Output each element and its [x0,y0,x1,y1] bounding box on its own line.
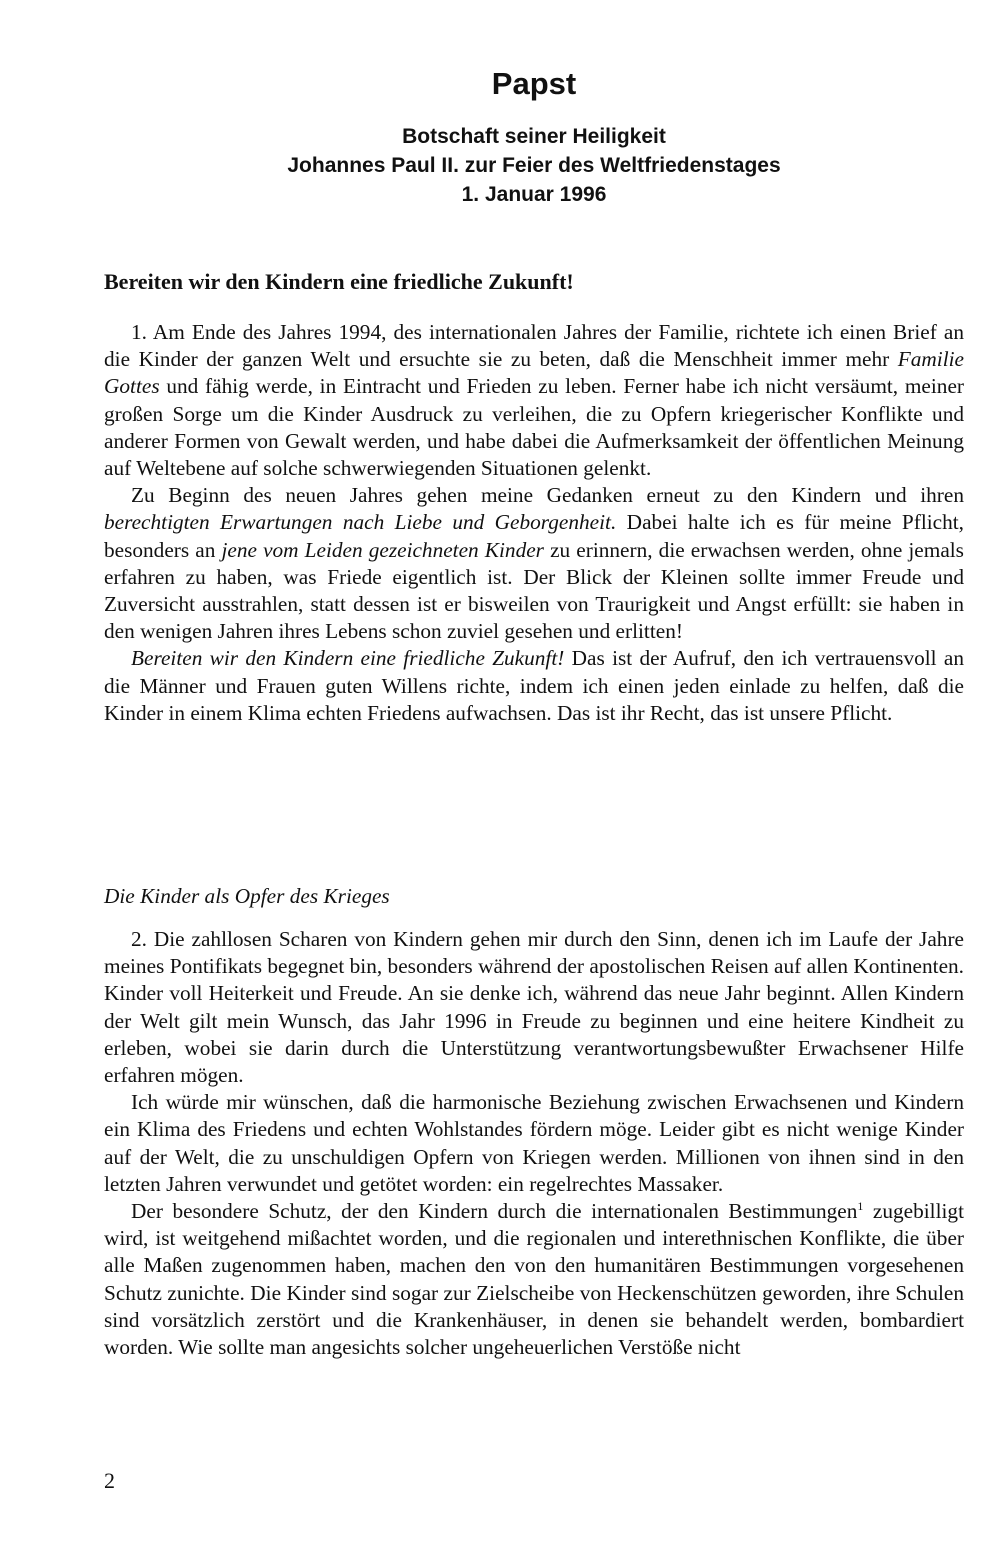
paragraph: 1. Am Ende des Jahres 1994, des internationalen Jahres der Familie, richtete ich einen Brief an die Kinder der ganzen Welt und ersuchte sie zu beten, daß die Menschheit immer mehr Familie Gottes und fähig werde, in Eintracht und Frieden zu leben. Ferner habe ich nicht versäumt, meiner großen Sorge um die Kinder Ausdruck zu verleihen, die zu Opfern kriegerischer Konflikte und anderer Formen von Gewalt werden, und habe dabei die Aufmerksamkeit der öffentlichen Meinung auf Weltebene auf solche schwerwiegenden Situationen gelenkt. [104,320,964,481]
paragraph: Bereiten wir den Kindern eine friedliche Zukunft! Das ist der Aufruf, den ich vertrauensvoll an die Männer und Frauen guten Willens richte, indem ich einen jeden einlade zu helfen, daß die Kinder in einem Klima echten Friedens aufwachsen. Das ist ihr Recht, das ist unsere Pflicht. [104,646,965,725]
section-2-heading: Die Kinder als Opfer des Krieges [104,884,390,908]
message-subtitle [0,122,1000,209]
section-1-heading: Bereiten wir den Kindern eine friedliche Zukunft! [104,269,574,294]
footnote-marker: 1 [857,1198,864,1213]
subtitle-line-3: 1. Januar 1996 [461,183,607,206]
paragraph: Der besondere Schutz, der den Kindern durch die internationalen Bestimmungen$^1$ zugebilligt wird, ist weitgehend mißachtet worden, und die regionalen und interethnischen Konflikte, die über alle Maßen zugenommen haben, machen den von den humanitären Bestimmungen vorgesehenen Schutz zunichte. Die Kinder sind sogar zur Zielscheibe von Heckenschützen geworden, ihre Schulen sind vorsätzlich zerstört und die Krankenhäuser, in denen sie behandelt werden, bombardiert worden. Wie sollte man angesichts solcher ungeheuerlichen Verstöße nicht [104,1198,964,1360]
section-2-body [104,926,964,1361]
paragraph: Ich würde mir wünschen, daß die harmonische Beziehung zwischen Erwachsenen und Kindern ein Klima des Friedens und echten Wohlstandes fördern möge. Leider gibt es nicht wenige Kinder auf der Welt, die zu unschuldigen Opfern von Kriegen werden. Millionen von ihnen sind in den letzten Jahren verwundet und getötet worden: ein regelrechtes Massaker. [104,1090,964,1196]
subtitle-line-1: Botschaft seiner Heiligkeit [402,125,666,148]
paragraph: Zu Beginn des neuen Jahres gehen meine Gedanken erneut zu den Kindern und ihren berechtigten Erwartungen nach Liebe und Geborgenheit. Dabei halte ich es für meine Pflicht, besonders an jene vom Leiden gezeichneten Kinder zu erinnern, die erwachsen werden, ohne jemals erfahren zu haben, was Friede eigentlich ist. Der Blick der Kleinen sollte immer Freude und Zuversicht ausstrahlen, statt dessen ist er bisweilen von Traurigkeit und Angst erfüllt: sie haben in den wenigen Jahren ihres Lebens schon zuviel gesehen und erlitten! [104,483,964,644]
page-number: 2 [104,1468,115,1493]
section-1-body [104,319,964,727]
page-title: Papst [491,66,577,101]
subtitle-line-2: Johannes Paul II. zur Feier des Weltfriedenstages [287,154,781,177]
paragraph: 2. Die zahllosen Scharen von Kindern gehen mir durch den Sinn, denen ich im Laufe der Jahre meines Pontifikats begegnet bin, besonders während der apostolischen Reisen auf allen Kontinenten. Kinder voll Heiterkeit und Freude. An sie denke ich, während das neue Jahr beginnt. Allen Kindern der Welt gilt mein Wunsch, das Jahr 1996 in Freude zu beginnen und eine heitere Kindheit zu erleben, wobei sie darin durch die Unterstützung verantwortungsbewußter Erwachsener Hilfe erfahren mögen. [104,927,964,1088]
